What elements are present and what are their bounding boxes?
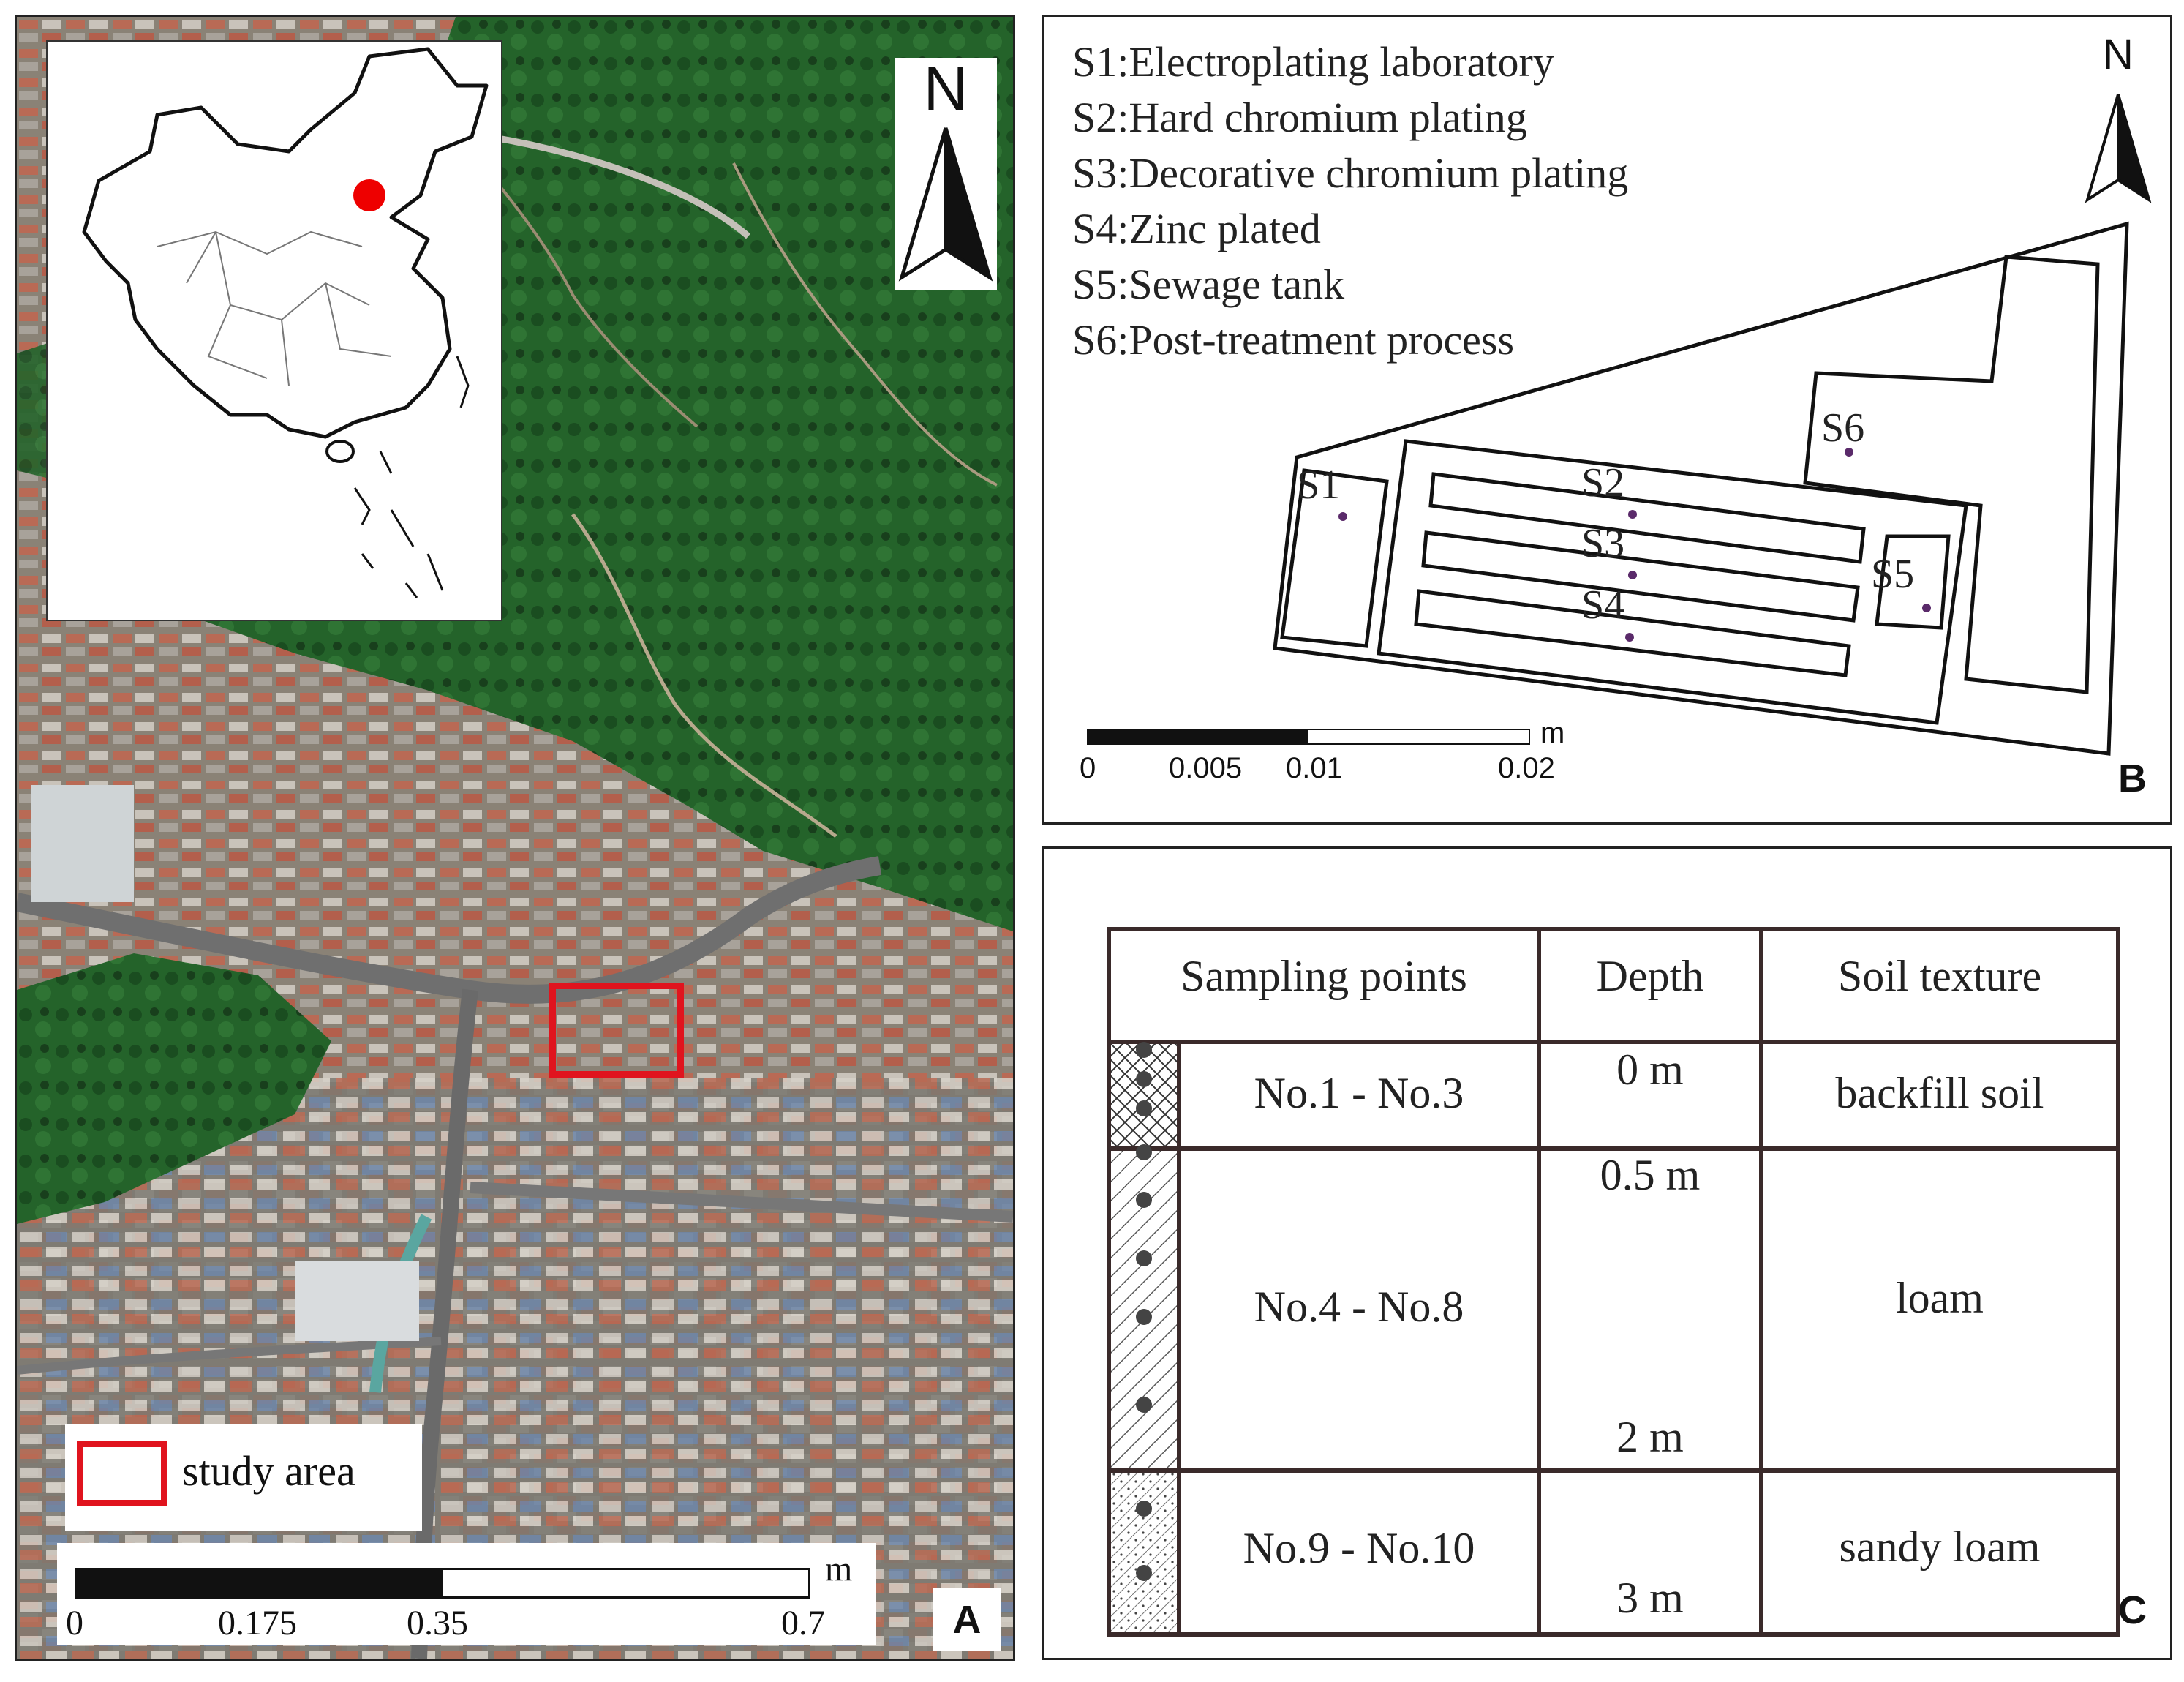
scale-bar-b-black-segment: [1087, 729, 1309, 745]
site-point-s1: [1338, 512, 1347, 521]
sample-point-4: [1136, 1144, 1152, 1160]
scale-bar-a-white-segment: [440, 1568, 810, 1599]
study-area-legend-label: study area: [182, 1447, 355, 1495]
scale-tick-a-3: 0.7: [781, 1604, 825, 1642]
scale-bar-a-black-segment: [75, 1568, 445, 1599]
site-point-s3: [1628, 571, 1637, 579]
site-legend-item-s5: S5:Sewage tank: [1072, 260, 1345, 308]
site-label-s3: S3: [1581, 521, 1625, 566]
sandy-loam-pattern: [1109, 1471, 1179, 1634]
north-arrow-icon: [895, 58, 997, 290]
scale-tick-b-0: 0: [1080, 752, 1096, 784]
header-sampling-points: Sampling points: [1181, 952, 1467, 1000]
site-label-s6: S6: [1821, 405, 1865, 451]
row-2-depth-bottom: 2 m: [1616, 1413, 1684, 1461]
scale-tick-a-0: 0: [66, 1604, 83, 1642]
row-3-points: No.9 - No.10: [1243, 1524, 1475, 1572]
site-label-s4: S4: [1581, 582, 1625, 628]
scale-bar-b-white-segment: [1306, 729, 1530, 745]
site-point-s4: [1625, 633, 1634, 642]
sample-point-9: [1136, 1501, 1152, 1517]
panel-a-satellite-map: [15, 15, 1015, 1661]
study-area-legend-swatch: [77, 1441, 167, 1506]
north-label-b: N: [2103, 31, 2134, 78]
scale-bar-a: [57, 1543, 876, 1645]
site-label-s1: S1: [1297, 462, 1341, 508]
sample-point-7: [1136, 1309, 1152, 1325]
scale-tick-b-3: 0.02: [1498, 752, 1555, 784]
header-soil-texture: Soil texture: [1837, 952, 2042, 1000]
scale-tick-b-1: 0.005: [1169, 752, 1243, 784]
scale-tick-b-2: 0.01: [1286, 752, 1343, 784]
row-1-depth-top: 0 m: [1616, 1045, 1684, 1094]
site-legend-item-s6: S6:Post-treatment process: [1072, 316, 1515, 364]
header-depth: Depth: [1596, 952, 1704, 1000]
site-point-s5: [1922, 604, 1931, 612]
panel-label-a: A: [933, 1588, 1001, 1651]
row-1-texture: backfill soil: [1835, 1069, 2044, 1117]
site-label-s5: S5: [1871, 552, 1915, 597]
site-legend-item-s4: S4:Zinc plated: [1072, 205, 1321, 252]
sample-point-5: [1136, 1192, 1152, 1208]
s3-tank: [1423, 533, 1858, 620]
site-legend-item-s2: S2:Hard chromium plating: [1072, 94, 1527, 141]
site-label-s2: S2: [1581, 460, 1625, 506]
row-2-texture: loam: [1896, 1274, 1984, 1322]
panel-b-site-plan: [1042, 15, 2172, 825]
china-outline: [84, 49, 486, 437]
row-2-depth-top: 0.5 m: [1600, 1151, 1701, 1199]
scale-tick-a-1: 0.175: [218, 1604, 297, 1642]
panel-label-c: C: [2118, 1588, 2147, 1632]
china-inset-map: [46, 40, 502, 621]
site-legend-item-s1: S1:Electroplating laboratory: [1072, 38, 1554, 86]
site-point-s2: [1628, 510, 1637, 519]
sample-point-8: [1136, 1397, 1152, 1413]
panel-c-sampling-table: [1042, 846, 2172, 1660]
row-3-texture: sandy loam: [1839, 1523, 2041, 1571]
panel-label-b: B: [2118, 756, 2147, 800]
study-location-marker: [353, 179, 385, 211]
north-label-a: N: [923, 54, 968, 123]
study-area-box: [549, 983, 684, 1078]
scale-unit-b: m: [1540, 717, 1565, 749]
north-arrow-a: [895, 54, 997, 290]
scale-bar-b: [1074, 716, 1586, 803]
row-1-points: No.1 - No.3: [1254, 1069, 1464, 1117]
site-floor-plan: [1044, 17, 2171, 822]
sample-point-10: [1136, 1565, 1152, 1581]
scale-tick-a-2: 0.35: [407, 1604, 468, 1642]
scale-unit-a: m: [825, 1550, 853, 1588]
sample-point-6: [1136, 1250, 1152, 1266]
site-legend-item-s3: S3:Decorative chromium plating: [1072, 149, 1629, 197]
sample-point-2: [1136, 1071, 1152, 1087]
row-2-points: No.4 - No.8: [1254, 1283, 1464, 1331]
row-3-depth-bottom: 3 m: [1616, 1574, 1684, 1622]
legend-a: [65, 1424, 422, 1531]
sample-point-1: [1136, 1042, 1152, 1058]
s4-tank: [1416, 591, 1849, 675]
sample-point-3: [1136, 1100, 1152, 1116]
